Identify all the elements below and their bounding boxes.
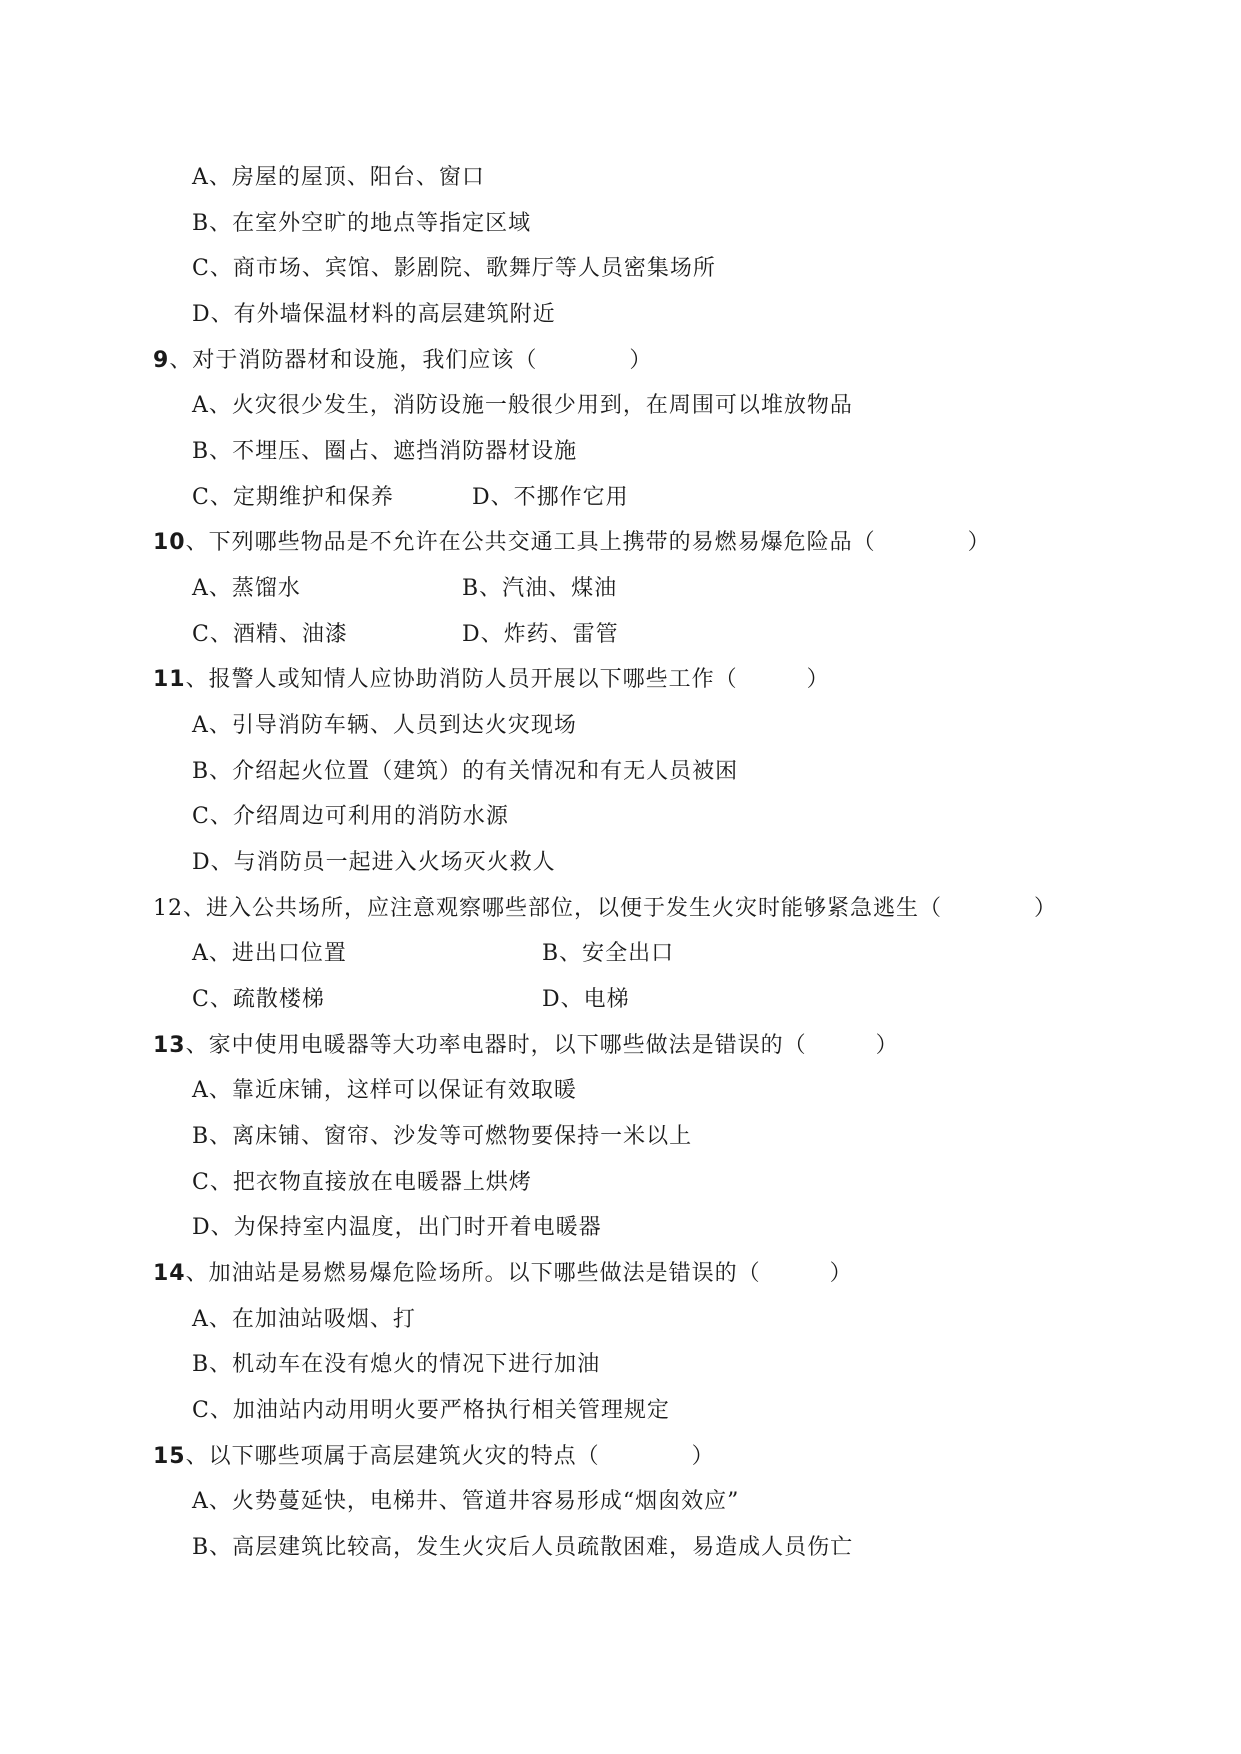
q14-option-c: C、加油站内动用明火要严格执行相关管理规定 <box>192 1398 670 1423</box>
q12-options-cd <box>192 985 630 1015</box>
q13-option-c: C、把衣物直接放在电暖器上烘烤 <box>192 1170 532 1195</box>
q12-option-d: D、电梯 <box>542 987 630 1012</box>
question-13-text: 、家中使用电暖器等大功率电器时，以下哪些做法是错误的（ ） <box>185 1033 899 1058</box>
question-9 <box>153 346 652 376</box>
q10-option-d: D、炸药、雷管 <box>462 622 619 647</box>
question-9-text: 、对于消防器材和设施，我们应该（ ） <box>169 348 653 373</box>
question-13-number: 13 <box>153 1033 186 1058</box>
q10-option-a: A、蒸馏水 <box>192 576 301 601</box>
q14-option-a: A、在加油站吸烟、打 <box>192 1307 416 1332</box>
q8-option-c: C、商市场、宾馆、影剧院、歌舞厅等人员密集场所 <box>192 256 716 281</box>
q9-option-b: B、不埋压、圈占、遮挡消防器材设施 <box>192 439 578 464</box>
q13-option-a: A、靠近床铺，这样可以保证有效取暖 <box>192 1078 577 1103</box>
q11-option-a: A、引导消防车辆、人员到达火灾现场 <box>192 713 577 738</box>
question-10-text: 、下列哪些物品是不允许在公共交通工具上携带的易燃易爆危险品（ ） <box>185 530 991 555</box>
q13-option-d: D、为保持室内温度，出门时开着电暖器 <box>192 1215 602 1240</box>
question-15-number: 15 <box>153 1444 186 1469</box>
q13-option-b: B、离床铺、窗帘、沙发等可燃物要保持一米以上 <box>192 1124 693 1149</box>
q12-option-c: C、疏散楼梯 <box>192 987 325 1012</box>
q10-options-cd <box>192 620 619 650</box>
question-11 <box>153 665 830 695</box>
q10-option-b: B、汽油、煤油 <box>462 576 618 601</box>
q10-options-ab <box>192 574 618 604</box>
q8-option-a: A、房屋的屋顶、阳台、窗口 <box>192 165 485 190</box>
q11-option-b: B、介绍起火位置（建筑）的有关情况和有无人员被困 <box>192 759 739 784</box>
question-10 <box>153 528 991 558</box>
q9-option-a: A、火灾很少发生，消防设施一般很少用到，在周围可以堆放物品 <box>192 393 853 418</box>
question-14 <box>153 1259 853 1289</box>
q15-option-b: B、高层建筑比较高，发生火灾后人员疏散困难，易造成人员伤亡 <box>192 1535 854 1560</box>
question-11-number: 11 <box>153 667 186 692</box>
q10-option-c: C、酒精、油漆 <box>192 622 348 647</box>
q8-option-d: D、有外墙保温材料的高层建筑附近 <box>192 302 556 327</box>
q12-options-ab <box>192 939 675 969</box>
q12-option-b: B、安全出口 <box>542 941 675 966</box>
question-11-text: 、报警人或知情人应协助消防人员开展以下哪些工作（ ） <box>185 667 830 692</box>
q12-option-a: A、进出口位置 <box>192 941 347 966</box>
question-15 <box>153 1442 715 1472</box>
question-12: 12、进入公共场所，应注意观察哪些部位，以便于发生火灾时能够紧急逃生（ ） <box>153 896 1057 921</box>
question-9-number: 9 <box>153 348 170 373</box>
q9-option-d: D、不挪作它用 <box>472 485 629 510</box>
question-15-text: 、以下哪些项属于高层建筑火灾的特点（ ） <box>185 1444 715 1469</box>
q15-option-a: A、火势蔓延快，电梯井、管道井容易形成“烟囱效应” <box>192 1489 740 1514</box>
q9-options-cd <box>192 483 629 513</box>
question-10-number: 10 <box>153 530 186 555</box>
question-14-number: 14 <box>153 1261 186 1286</box>
q8-option-b: B、在室外空旷的地点等指定区域 <box>192 211 532 236</box>
question-14-text: 、加油站是易燃易爆危险场所。以下哪些做法是错误的（ ） <box>185 1261 853 1286</box>
q11-option-c: C、介绍周边可利用的消防水源 <box>192 804 509 829</box>
q14-option-b: B、机动车在没有熄火的情况下进行加油 <box>192 1352 601 1377</box>
q11-option-d: D、与消防员一起进入火场灭火救人 <box>192 850 556 875</box>
q9-option-c: C、定期维护和保养 <box>192 485 394 510</box>
question-13 <box>153 1031 899 1061</box>
